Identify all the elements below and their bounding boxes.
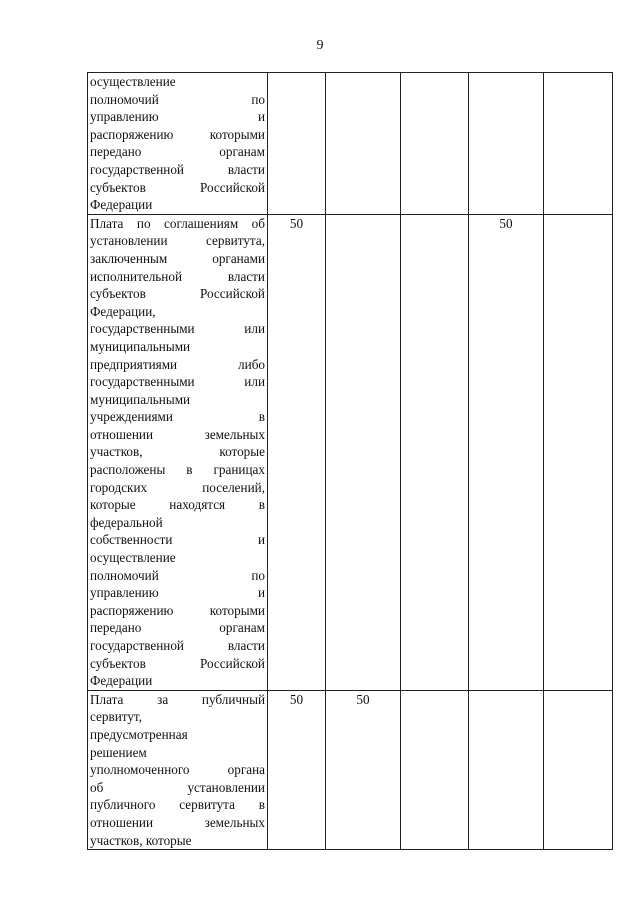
description-line: осуществление xyxy=(90,550,176,566)
value-cell xyxy=(326,73,401,215)
value-cell xyxy=(469,73,544,215)
description-line: решением xyxy=(90,744,147,760)
value-cell xyxy=(544,73,613,215)
description-line: федеральной xyxy=(90,514,163,530)
value-cell: 50 xyxy=(268,214,326,690)
description-line: участков, которые xyxy=(90,832,192,848)
value-cell xyxy=(268,73,326,215)
table-body xyxy=(88,73,613,850)
description-line: Федерации xyxy=(90,673,153,689)
value-cell: 50 xyxy=(469,214,544,690)
description-line: уполномоченного органа xyxy=(90,762,265,778)
budget-table xyxy=(87,72,613,850)
description-line: Федерации, xyxy=(90,303,156,319)
description-line: предусмотренная xyxy=(90,726,188,742)
description-line: полномочий по xyxy=(90,567,265,583)
description-line: отношении земельных xyxy=(90,426,265,442)
description-line: отношении земельных xyxy=(90,814,265,830)
description-line: государственной власти xyxy=(90,161,265,177)
value-cell xyxy=(401,214,469,690)
description-line: передано органам xyxy=(90,620,265,636)
description-line: расположены в границах xyxy=(90,462,265,478)
description-line: предприятиями либо xyxy=(90,356,265,372)
description-line: государственными или xyxy=(90,321,265,337)
description-line: участков, которые xyxy=(90,444,265,460)
description-line: субъектов Российской xyxy=(90,655,265,671)
description-line: публичного сервитута в xyxy=(90,797,265,813)
row-description xyxy=(88,690,268,849)
value-cell xyxy=(544,690,613,849)
row-description xyxy=(88,73,268,215)
description-line: учреждениями в xyxy=(90,409,265,425)
description-line: Плата по соглашениям об xyxy=(90,215,265,231)
value-cell xyxy=(469,690,544,849)
page-number: 9 xyxy=(316,38,324,53)
description-line: распоряжению которыми xyxy=(90,126,265,142)
value-cell: 50 xyxy=(326,690,401,849)
description-line: исполнительной власти xyxy=(90,268,265,284)
description-line: полномочий по xyxy=(90,91,265,107)
description-line: собственности и xyxy=(90,532,265,548)
description-line: об установлении xyxy=(90,779,265,795)
value-cell xyxy=(326,214,401,690)
table-row xyxy=(88,690,613,849)
description-line: муниципальными xyxy=(90,338,191,354)
value-cell: 50 xyxy=(268,690,326,849)
value-cell xyxy=(544,214,613,690)
description-line: распоряжению которыми xyxy=(90,602,265,618)
description-line: передано органам xyxy=(90,144,265,160)
description-line: которые находятся в xyxy=(90,497,265,513)
description-line: заключенным органами xyxy=(90,250,265,266)
description-line: Федерации xyxy=(90,197,153,213)
description-line: муниципальными xyxy=(90,391,191,407)
table-row xyxy=(88,214,613,690)
table-row xyxy=(88,73,613,215)
description-line: государственной власти xyxy=(90,638,265,653)
value-cell xyxy=(401,73,469,215)
description-line: управлению и xyxy=(90,585,265,601)
row-description xyxy=(88,214,268,690)
description-line: городских поселений, xyxy=(90,479,265,495)
description-line: субъектов Российской xyxy=(90,179,265,195)
description-line: субъектов Российской xyxy=(90,286,265,302)
description-line: государственными или xyxy=(90,374,265,390)
description-line: управлению и xyxy=(90,109,265,125)
description-line: Плата за публичный xyxy=(90,691,265,707)
description-line: установлении сервитута, xyxy=(90,233,265,249)
description-line: сервитут, xyxy=(90,709,142,725)
description-line: осуществление xyxy=(90,74,176,89)
value-cell xyxy=(401,690,469,849)
